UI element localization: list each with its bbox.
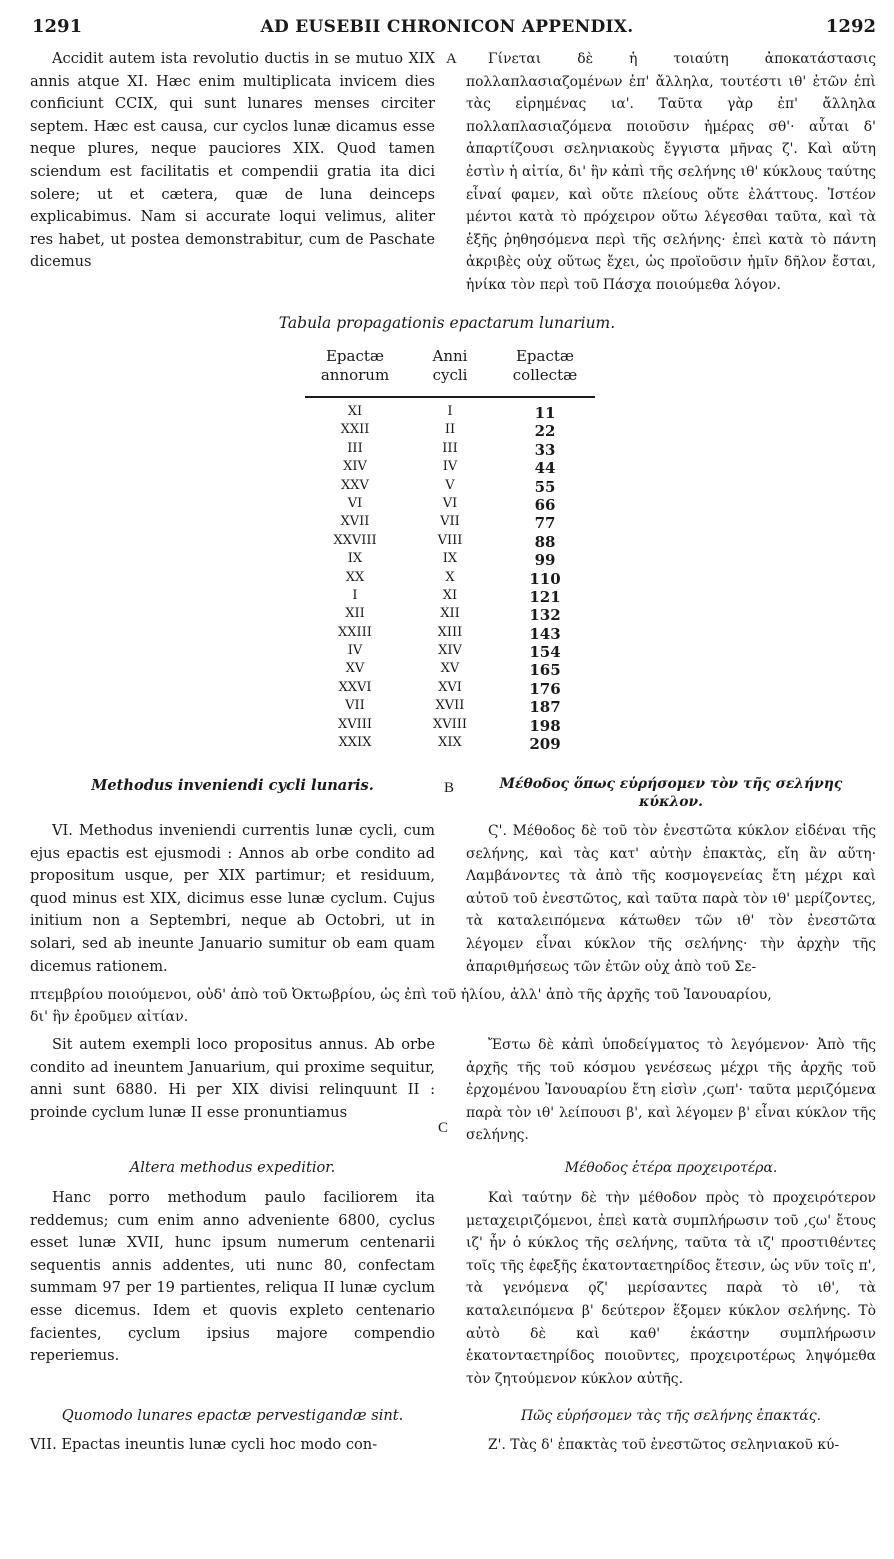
epacta-annorum-cell: XXVIII (333, 532, 377, 548)
table-header-epactae-collectae: Epactæ collectæ (512, 347, 578, 384)
table-header-anni-cycli: Anni cycli (432, 347, 468, 384)
table-row (305, 717, 595, 735)
epacta-annorum-cell: XVIII (337, 716, 373, 732)
annus-cycli-cell: III (442, 440, 458, 456)
greek-paragraph-altera: Καὶ ταύτην δὲ τὴν μέθοδον πρὸς τὸ προχειρότερον μεταχειριζόμενοι, ἐπεὶ κατὰ συμπλήρωσιν τοῦ ,ϛω' ἔτους ιζ' ἦν ὁ κύκλος τῆς σελήνης, ταῦτα τὰ ιζ' προστιθέντες τοῖς τῆς ἐφεξῆς ἑκατονταετηρίδος ἔτεσιν, ὡς νῦν τοῖς π', τὰ γενόμενα ϙζ' μερίσαντες παρὰ τὸ ιθ', τὰ καταλειπόμενα β' δεύτερον ἕξομεν κύκλον σελήνης. Τὸ αὐτὸ δὲ καὶ καθ' ἑκάστην συμπλήρωσιν ἑκατονταετηρίδος ποιοῦντες, προχειροτέρως ληψόμεθα τὸν ζητούμενον κύκλον αὐτῆς. (466, 1190, 876, 1387)
table-row (305, 661, 595, 679)
epacta-collecta-cell: 55 (534, 477, 556, 496)
epacta-annorum-cell: IV (347, 643, 363, 659)
epact-table-body (305, 404, 595, 753)
epacta-collecta-cell: 11 (534, 404, 556, 422)
table-row (305, 533, 595, 551)
latin-column-sec7 (30, 1434, 435, 1457)
latin-heading-epactae: Quomodo lunares epactæ pervestigandæ sint. (61, 1407, 404, 1424)
epacta-annorum-cell: XXII (340, 422, 370, 438)
annus-cycli-cell: II (444, 422, 456, 438)
latin-heading-altera: Altera methodus expeditior. (129, 1159, 336, 1176)
greek-heading-epactae: Πῶς εὑρήσομεν τὰς τῆς σελήνης ἐπακτάς. (520, 1408, 822, 1424)
greek-heading-altera: Μέθοδος ἑτέρα προχειροτέρα. (564, 1160, 778, 1176)
annus-cycli-cell: XVI (438, 679, 462, 695)
annus-cycli-cell: V (445, 477, 455, 493)
latin-column-sec6 (30, 820, 435, 978)
annus-cycli-cell: XIX (438, 735, 462, 751)
epacta-annorum-cell: IX (347, 551, 363, 567)
latin-column-altera (30, 1187, 435, 1368)
epacta-annorum-cell: XII (345, 606, 365, 622)
table-row (305, 441, 595, 459)
annus-cycli-cell: VIII (437, 532, 463, 548)
table-row (305, 570, 595, 588)
annus-cycli-cell: VI (442, 495, 458, 511)
greek-paragraph-revolutio: Γίνεται δὲ ἡ τοιαύτη ἀποκατάστασις πολλαπλασιαζομένων ἐπ' ἄλληλα, τουτέστι ιθ' ἐτῶν ἐπὶ τὰς εἰρημένας ια'. Ταῦτα γὰρ ἐπ' ἄλληλα πολλαπλασιαζόμενα ποιοῦσιν ἡμέρας σθ'· αὗται δ' ἀπαρτίζουσι σεληνιακοὺς ἔγγιστα μῆνας ζ'. Καὶ αὕτη ἐστὶν ἡ αἰτία, δι' ἣν κἀπὶ τῆς σελήνης ιθ' κύκλους ταύτης εἶναί φαμεν, καὶ οὔτε πλείους οὔτε ἐλάττους. Ἰστέον μέντοι κατὰ τὸ πρόχειρον οὕτω λέγεσθαι ταῦτα, καὶ τὰ ἑξῆς ῥηθησόμενα περὶ τῆς σελήνης· ἐπεὶ κατὰ τὸ πάντη ἀκριβὲς οὐχ οὕτως ἔχει, ὡς προϊοῦσιν ἡμῖν δῆλον ἔσται, ἡνίκα τὸν περὶ τοῦ Πάσχα ποιούμεθα λόγον. (466, 51, 876, 293)
epacta-collecta-cell: 77 (534, 514, 556, 533)
annus-cycli-cell: XV (440, 661, 460, 677)
epacta-annorum-cell: XXIX (338, 735, 372, 751)
greek-column-example (466, 1034, 876, 1147)
table-row (305, 514, 595, 532)
table-row (305, 625, 595, 643)
table-row (305, 643, 595, 661)
annus-cycli-cell: XVII (435, 698, 465, 714)
annus-cycli-cell: XIII (437, 624, 463, 640)
latin-paragraph-altera: Hanc porro methodum paulo faciliorem ita reddemus; cum enim anno adveniente 6800, cyclus esset lunæ XVII, hunc ipsum numerum centenarii sequentis annis addentes, uti nunc 80, confectam summam 97 per 19 partientes, reliqua II lunæ cyclum esse dicemus. Idem et quovis expleto centenario facientes, cyclum ipsius majore compendio reperiemus. (30, 1189, 435, 1365)
greek-column-top (466, 48, 876, 297)
epacta-collecta-cell: 121 (529, 587, 561, 606)
latin-paragraph-revolutio: Accidit autem ista revolutio ductis in se mutuo XIX annis atque XI. Hæc enim multiplicata invicem dies conficiunt CCIX, qui sunt lunares menses circiter septem. Hæc est causa, cur cyclos lunæ dicamus esse neque plures, neque pauciores XIX. Quod tamen sciendum est facilitatis et compendii gratia ita dici solere; ut et cætera, quæ de luna deinceps explicabimus. Nam si accurate loqui velimus, aliter res habet, ut postea demonstrabitur, cum de Paschate dicemus (30, 50, 435, 271)
epacta-collecta-cell: 33 (534, 440, 556, 459)
page-number-right: 1292 (825, 16, 876, 37)
epacta-annorum-cell: XI (347, 404, 363, 419)
table-row (305, 606, 595, 624)
table-row (305, 496, 595, 514)
table-row (305, 478, 595, 496)
section-marker-c: C (438, 1120, 449, 1136)
table-row (305, 422, 595, 440)
annus-cycli-cell: IV (442, 459, 458, 475)
section-marker-b: B (444, 780, 455, 796)
epacta-collecta-cell: 176 (529, 679, 561, 698)
epacta-annorum-cell: XV (345, 661, 365, 677)
greek-column-sec6 (466, 820, 876, 978)
epacta-annorum-cell: III (347, 440, 363, 456)
annus-cycli-cell: XII (440, 606, 460, 622)
epacta-collecta-cell: 88 (534, 532, 556, 551)
annus-cycli-cell: X (445, 569, 455, 585)
epacta-collecta-cell: 66 (534, 495, 556, 514)
annus-cycli-cell: XIV (438, 643, 462, 659)
epacta-collecta-cell: 22 (534, 422, 556, 441)
greek-paragraph-sec6: Ϛ'. Μέθοδος δὲ τοῦ τὸν ἐνεστῶτα κύκλον εἰδέναι τῆς σελήνης, καὶ τὰς κατ' αὐτὴν ἐπακτὰς, εἴη ἂν αὕτη· Λαμβάνοντες τὰ ἀπὸ τῆς κοσμογενείας ἔτη μέχρι καὶ αὐτοῦ τοῦ ἐνεστῶτος, καὶ ταῦτα παρὰ τὸν ιθ' μερίζοντες, τὰ καταλειπόμενα κάτωθεν τῶν ιθ' τὸν ἐνεστῶτα λέγομεν εἶναι κύκλον τῆς σελήνης· τὴν ἀρχὴν τῆς ἀπαριθμήσεως τῶν ἐτῶν οὐχ ἀπὸ τοῦ Σε- (466, 823, 876, 975)
annus-cycli-cell: IX (442, 551, 458, 567)
section-marker-a: A (446, 51, 457, 67)
table-row (305, 404, 595, 422)
running-title: AD EUSEBII CHRONICON APPENDIX. (260, 17, 634, 37)
epacta-collecta-cell: 165 (529, 661, 561, 680)
table-row (305, 680, 595, 698)
latin-column-example (30, 1034, 435, 1124)
greek-paragraph-example: Ἔστω δὲ κἀπὶ ὑποδείγματος τὸ λεγόμενον· Ἀπὸ τῆς ἀρχῆς τῆς τοῦ κόσμου γενέσεως μέχρι τῆς ἀρχῆς τοῦ ἐρχομένου Ἰανουαρίου ἔτη εἰσὶν ,ϛωπ'· ταῦτα μεριζόμενα παρὰ τὸν ιθ' λείπουσι β', καὶ λέγομεν β' εἶναι κύκλον τῆς σελήνης. (466, 1037, 876, 1144)
epacta-annorum-cell: VII (345, 698, 365, 714)
epacta-annorum-cell: VI (347, 495, 363, 511)
epacta-annorum-cell: XIV (343, 459, 367, 475)
annus-cycli-cell: I (447, 404, 453, 419)
epacta-annorum-cell: XX (345, 569, 365, 585)
latin-heading-methodus: Methodus inveniendi cycli lunaris. (91, 777, 374, 794)
greek-full-width-line-2: δι' ἣν ἐροῦμεν αἰτίαν. (30, 1009, 189, 1025)
epacta-annorum-cell: XXIII (338, 624, 372, 640)
table-header-epactae-annorum: Epactæ annorum (320, 347, 390, 384)
table-row (305, 588, 595, 606)
epacta-collecta-cell: 99 (534, 551, 556, 570)
table-title: Tabula propagationis epactarum lunarium. (278, 314, 616, 332)
epacta-collecta-cell: 44 (534, 459, 556, 478)
greek-paragraph-sec7: Ζ'. Τὰς δ' ἐπακτὰς τοῦ ἐνεστῶτος σεληνιακοῦ κύ- (488, 1437, 840, 1453)
epacta-annorum-cell: XVII (340, 514, 370, 530)
epacta-annorum-cell: XXVI (338, 679, 372, 695)
greek-heading-methodus: Μέθοδος ὅπως εὑρήσομεν τὸν τῆς σελήνης κύκλον. (499, 776, 843, 810)
greek-column-sec7 (466, 1434, 876, 1457)
page-number-left: 1291 (32, 16, 83, 37)
latin-paragraph-sec6: VI. Methodus inveniendi currentis lunæ cycli, cum ejus epactis est ejusmodi : Annos ab orbe condito ad propositum usque, per XIX partimur; et residuum, quod minus est XIX, dicimus esse lunæ cyclum. Cujus initium non a Septembri, neque ab Octobri, ut in solari, sed ab ineunte Januario sumitur ob eam quam dicemus rationem. (30, 822, 435, 975)
epacta-collecta-cell: 132 (529, 606, 561, 625)
latin-paragraph-sec7: VII. Epactas ineuntis lunæ cycli hoc modo con- (30, 1436, 378, 1453)
epacta-collecta-cell: 143 (529, 624, 561, 643)
annus-cycli-cell: XI (442, 587, 458, 603)
table-row (305, 459, 595, 477)
page-header (0, 16, 894, 42)
epacta-collecta-cell: 187 (529, 698, 561, 717)
epacta-collecta-cell: 110 (529, 569, 561, 588)
table-row (305, 551, 595, 569)
table-row (305, 698, 595, 716)
epacta-collecta-cell: 154 (529, 643, 561, 662)
table-rule (305, 396, 595, 398)
epacta-annorum-cell: XXV (341, 477, 369, 493)
annus-cycli-cell: XVIII (432, 716, 468, 732)
epacta-collecta-cell: 209 (529, 735, 561, 754)
greek-column-altera (466, 1187, 876, 1390)
latin-paragraph-example: Sit autem exempli loco propositus annus. Ab orbe condito ad ineuntem Januarium, qui proxime sequitur, anni sunt 6880. Hi per XIX divisi relinquunt II : proinde cyclum lunæ II esse pronuntiamus (30, 1036, 435, 1121)
greek-full-width-line-1: πτεμβρίου ποιούμενοι, οὐδ' ἀπὸ τοῦ Ὀκτωβρίου, ὡς ἐπὶ τοῦ ἡλίου, ἀλλ' ἀπὸ τῆς ἀρχῆς τοῦ Ἰανουαρίου, (30, 987, 772, 1003)
latin-column-top (30, 48, 435, 274)
epacta-collecta-cell: 198 (529, 716, 561, 735)
table-row (305, 735, 595, 753)
epacta-annorum-cell: I (352, 587, 358, 603)
annus-cycli-cell: VII (440, 514, 460, 530)
